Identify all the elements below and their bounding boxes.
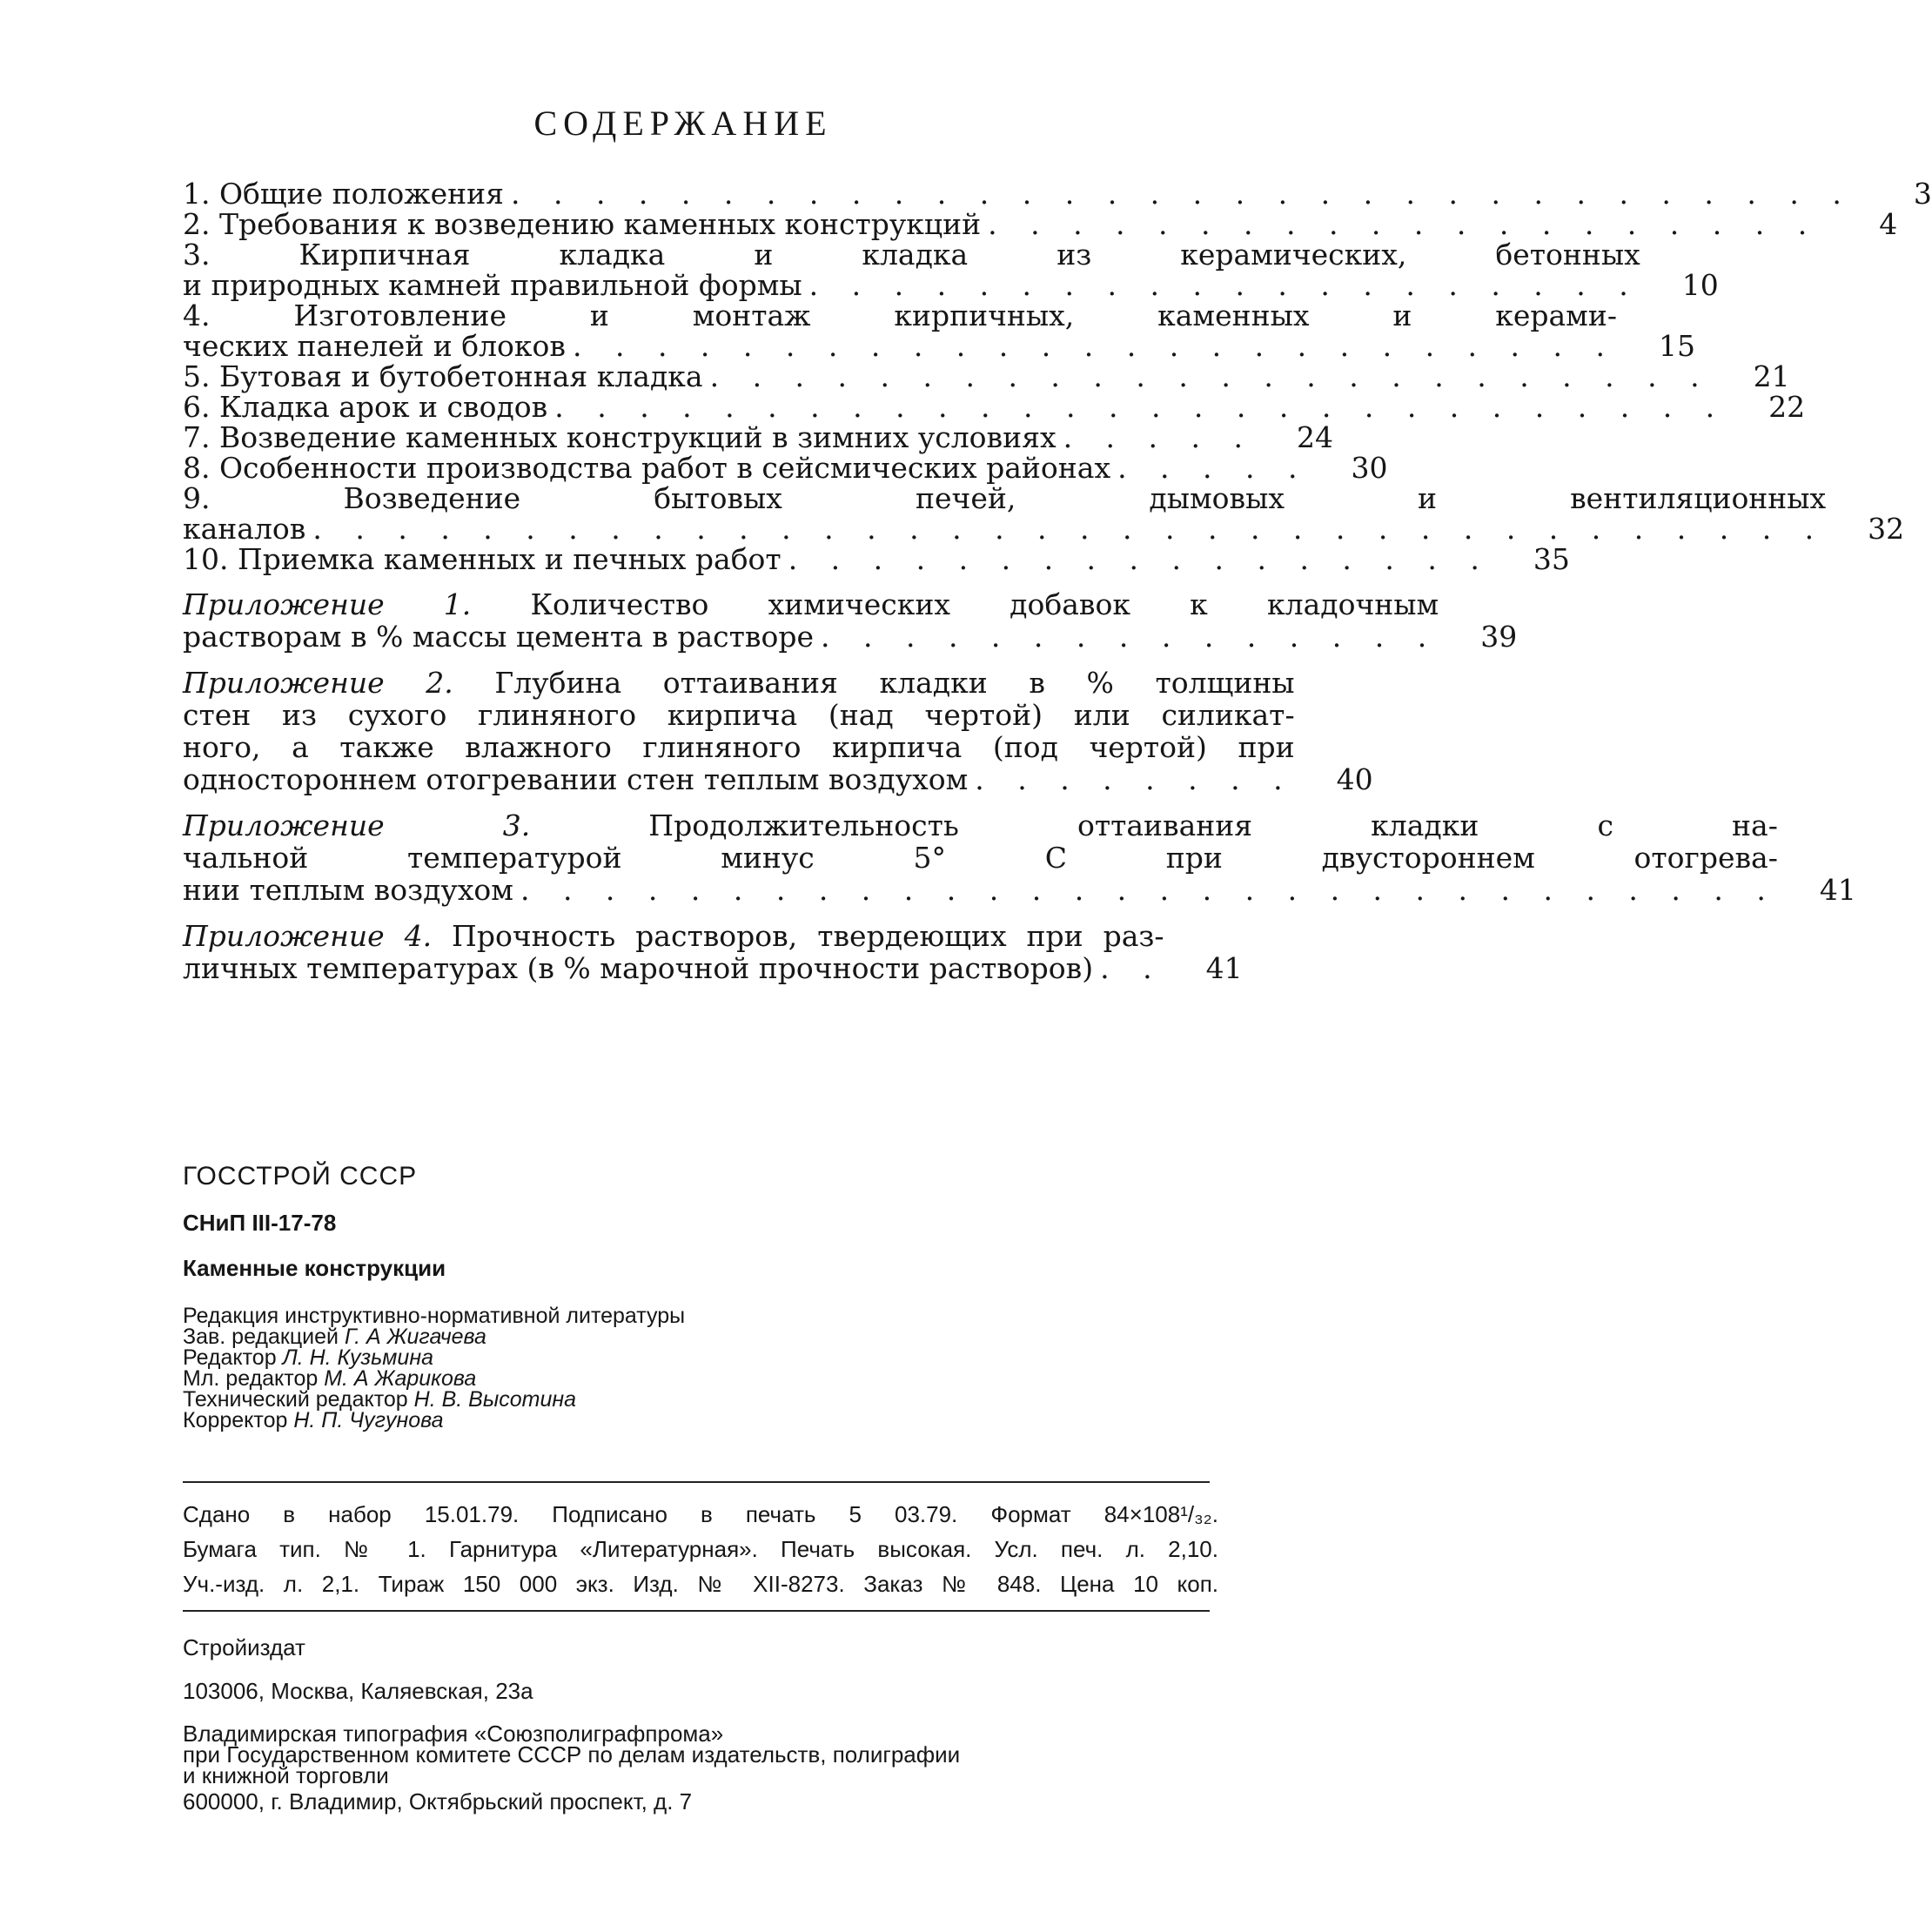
divider <box>183 1481 1210 1483</box>
staff-name: Н. П. Чугунова <box>293 1408 444 1432</box>
toc-page-number: 40 <box>1336 762 1373 796</box>
toc-entry-text: 7. Возведение каменных конструкций в зимних условиях <box>183 420 1057 454</box>
appendix-text: Продолжительность оттаивания кладки с на- <box>648 808 1778 842</box>
leader-dots: . . . . . . . . . . . . . . . . . . . . . . . . . <box>572 329 1617 363</box>
toc-entry <box>183 542 1570 576</box>
appendix-text: растворам в % массы цемента в растворе <box>183 620 814 654</box>
staff-line <box>183 1410 1218 1431</box>
toc-entry <box>183 177 1932 211</box>
toc-entry-text: ческих панелей и блоков <box>183 329 566 363</box>
toc-page-number: 41 <box>1819 873 1856 907</box>
leader-dots: . . . . . . . . . . . . . . . . . . . . . . . . . . . . . . . . . . . . <box>312 512 1827 546</box>
toc-page-number: 21 <box>1753 359 1790 393</box>
toc-entry-text: 6. Кладка арок и сводов <box>183 390 548 424</box>
staff-line <box>183 1305 1218 1326</box>
toc-entry <box>183 390 1806 424</box>
toc-page-number: 39 <box>1480 620 1518 654</box>
toc-page-number: 15 <box>1658 329 1695 363</box>
toc-appendix <box>183 666 1373 796</box>
toc-entry-text: 5. Бутовая и бутобетонная кладка <box>183 359 703 393</box>
toc-entry-text: 4. Изготовление и монтаж кирпичных, каменных и керами- <box>183 299 1617 332</box>
toc-entry <box>183 420 1333 454</box>
specs-line: Уч.-изд. л. 2,1. Тираж 150 000 экз. Изд. № XII-8273. Заказ № 848. Цена 10 коп. <box>183 1571 1218 1597</box>
toc-entry <box>183 207 1898 241</box>
appendix-label: Приложение 3. <box>183 808 531 842</box>
appendix-label: Приложение 1. <box>183 587 472 621</box>
leader-dots: . . . . . <box>1117 451 1310 485</box>
toc-entry-text: 3. Кирпичная кладка и кладка из керамических, бетонных <box>183 238 1640 272</box>
staff-name: Г. А Жигачева <box>344 1325 486 1349</box>
appendix-text: стен из сухого глиняного кирпича (над чертой) или силикат- <box>183 698 1295 732</box>
toc-appendix <box>183 587 1518 654</box>
imprint-specs <box>183 1497 1218 1601</box>
toc-appendix <box>183 808 1856 907</box>
leader-dots: . . . . . <box>1063 420 1255 454</box>
publisher-name: Стройиздат <box>183 1634 305 1660</box>
leader-dots: . . . . . . . . . . . . . . . . . . . . . . . . . . . . . . . . <box>510 177 1854 211</box>
staff-line <box>183 1326 1218 1347</box>
printer-line: при Государственном комитете СССР по делам издательств, полиграфии <box>183 1741 961 1768</box>
leader-dots: . . <box>1100 951 1164 985</box>
staff-role: Редактор <box>183 1345 277 1370</box>
appendix-text: Количество химических добавок к кладочным <box>530 587 1439 621</box>
staff-role: Технический редактор <box>183 1387 408 1412</box>
toc-entry-text: 10. Приемка каменных и печных работ <box>183 542 782 576</box>
leader-dots: . . . . . . . . . . . . . . . . . . . . . . . . <box>709 359 1712 393</box>
leader-dots: . . . . . . . . . . . . . . . . . . . . <box>988 207 1820 241</box>
specs-line: Сдано в набор 15.01.79. Подписано в печать 5 03.79. Формат 84×108¹/₃₂. <box>183 1501 1218 1527</box>
appendix-label: Приложение 2. <box>183 666 453 700</box>
toc-entry <box>183 451 1388 485</box>
appendix-text: Прочность растворов, твердеющих при раз- <box>452 919 1164 953</box>
staff-role: Мл. редактор <box>183 1366 319 1391</box>
printer-address: 600000, г. Владимир, Октябрьский проспект, д. 7 <box>183 1788 693 1815</box>
staff-name: Н. В. Высотина <box>413 1387 577 1412</box>
toc-page-number: 32 <box>1868 512 1905 546</box>
toc-page-number: 22 <box>1768 390 1806 424</box>
staff-line <box>183 1389 1218 1410</box>
toc-page-number: 24 <box>1296 420 1333 454</box>
toc-entry <box>183 299 1695 363</box>
staff-line <box>183 1347 1218 1368</box>
appendix-text: Глубина оттаивания кладки в % толщины <box>494 666 1295 700</box>
leader-dots: . . . . . . . . . . . . . . . . . . . . <box>808 268 1640 302</box>
appendix-label: Приложение 4. <box>183 919 433 953</box>
printer-line: и книжной торговли <box>183 1762 389 1788</box>
leader-dots: . . . . . . . . . . . . . . . . . <box>788 542 1492 576</box>
staff-role: Редакция инструктивно-нормативной литературы <box>183 1304 686 1328</box>
toc-entry-text: 2. Требования к возведению каменных конструкций <box>183 207 982 241</box>
staff-role: Зав. редакцией <box>183 1325 339 1349</box>
publisher-address: 103006, Москва, Каляевская, 23а <box>183 1678 533 1704</box>
staff-line <box>183 1368 1218 1389</box>
toc-entry <box>183 359 1790 393</box>
toc-page-number: 41 <box>1205 951 1243 985</box>
toc-page-number: 30 <box>1351 451 1388 485</box>
appendix-text: личных температурах (в % марочной прочности растворов) <box>183 951 1094 985</box>
imprint-org: ГОССТРОЙ СССР <box>183 1162 418 1191</box>
staff-name: М. А Жарикова <box>324 1366 477 1391</box>
leader-dots: . . . . . . . . . . . . . . . <box>821 620 1439 654</box>
imprint-code: СНиП III-17-78 <box>183 1210 337 1236</box>
printer-info <box>183 1723 1218 1786</box>
leader-dots: . . . . . . . . <box>975 762 1295 796</box>
toc-page-number: 3 <box>1913 177 1932 211</box>
toc-entry <box>183 481 1905 546</box>
toc-entry-text: 8. Особенности производства работ в сейсмических районах <box>183 451 1111 485</box>
toc-page-number: 4 <box>1879 207 1898 241</box>
toc-entry-text: 1. Общие положения <box>183 177 504 211</box>
toc-title: СОДЕРЖАНИЕ <box>533 104 833 143</box>
toc-page-number: 35 <box>1533 542 1570 576</box>
toc-entry-text: каналов <box>183 512 306 546</box>
leader-dots: . . . . . . . . . . . . . . . . . . . . . . . . . . . . . . <box>520 873 1778 907</box>
specs-line: Бумага тип. № 1. Гарнитура «Литературная». Печать высокая. Усл. печ. л. 2,10. <box>183 1536 1218 1562</box>
appendix-text: чальной температурой минус 5° С при двустороннем отогрева- <box>183 841 1778 875</box>
leader-dots: . . . . . . . . . . . . . . . . . . . . . . . . . . . . <box>554 390 1727 424</box>
staff-role: Корректор <box>183 1408 288 1432</box>
printer-line: Владимирская типография «Союзполиграфпрома» <box>183 1721 724 1747</box>
imprint-work-title: Каменные конструкции <box>183 1255 446 1281</box>
appendix-text: одностороннем отогревании стен теплым воздухом <box>183 762 969 796</box>
toc-appendix <box>183 919 1243 985</box>
imprint-staff <box>183 1305 1218 1431</box>
table-of-contents <box>183 177 1932 985</box>
toc-page-number: 10 <box>1681 268 1719 302</box>
divider <box>183 1610 1210 1612</box>
toc-entry-text: 9. Возведение бытовых печей, дымовых и вентиляционных <box>183 481 1827 515</box>
appendix-text: ного, а также влажного глиняного кирпича (под чертой) при <box>183 730 1295 764</box>
toc-entry-text: и природных камней правильной формы <box>183 268 802 302</box>
staff-name: Л. Н. Кузьмина <box>282 1345 433 1370</box>
toc-entry <box>183 238 1719 302</box>
appendix-text: нии теплым воздухом <box>183 873 513 907</box>
